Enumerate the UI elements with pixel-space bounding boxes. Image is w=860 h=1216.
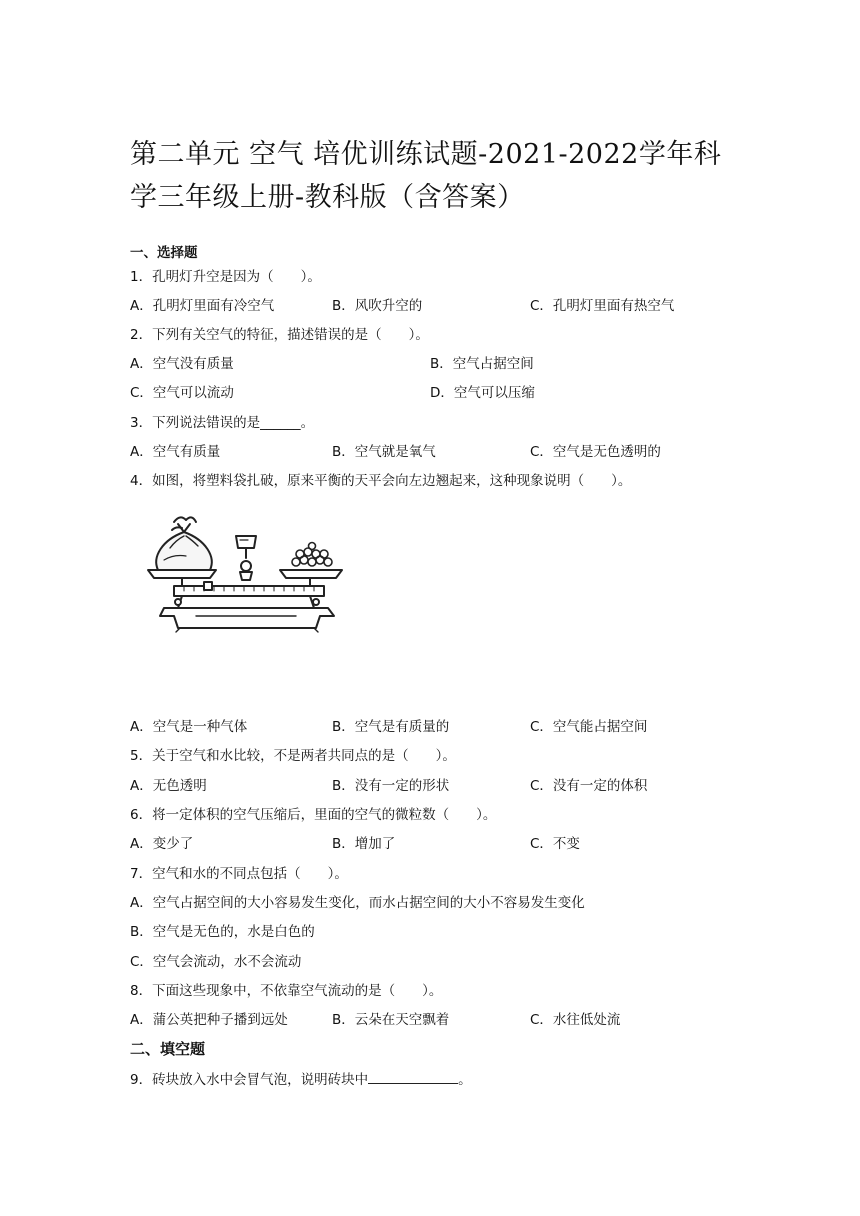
question-stem-suffix: 。 (458, 1072, 472, 1088)
option: A．空气是一种气体 (130, 719, 248, 735)
question-stem: 1．孔明灯升空是因为（ ）。 (130, 269, 321, 285)
option: A．无色透明 (130, 778, 207, 794)
option: B．空气就是氧气 (332, 444, 436, 460)
option: B．云朵在天空飘着 (332, 1012, 450, 1028)
question-stem-prefix: 9．砖块放入水中会冒气泡，说明砖块中 (130, 1072, 369, 1088)
option: A．孔明灯里面有冷空气 (130, 298, 275, 314)
question-stem: 4．如图，将塑料袋扎破，原来平衡的天平会向左边翘起来，这种现象说明（ ）。 (130, 473, 632, 489)
option: C．空气能占据空间 (530, 719, 648, 735)
question-stem: 7．空气和水的不同点包括（ ）。 (130, 866, 348, 882)
option: D．空气可以压缩 (430, 385, 535, 401)
option: B．空气是有质量的 (332, 719, 450, 735)
question-stem: 2．下列有关空气的特征，描述错误的是（ ）。 (130, 327, 429, 343)
option: C．空气是无色透明的 (530, 444, 661, 460)
option: B．风吹升空的 (332, 298, 423, 314)
question-stem-fill-blank (130, 1069, 472, 1090)
balance-scale-with-bag-icon (144, 512, 346, 634)
section-heading-fill-blank: 二、填空题 (130, 1040, 206, 1058)
option: B．没有一定的形状 (332, 778, 450, 794)
question-stem: 6．将一定体积的空气压缩后，里面的空气的微粒数（ ）。 (130, 807, 497, 823)
option: C．空气会流动，水不会流动 (130, 954, 302, 970)
question-stem: 8．下面这些现象中，不依靠空气流动的是（ ）。 (130, 983, 443, 999)
question-stem: 3．下列说法错误的是______。 (130, 415, 315, 431)
answer-blank[interactable] (368, 1069, 458, 1084)
option: C．没有一定的体积 (530, 778, 648, 794)
option: C．不变 (530, 836, 580, 852)
option: A．空气没有质量 (130, 356, 234, 372)
option: C．水往低处流 (530, 1012, 621, 1028)
page-title: 第二单元 空气 培优训练试题-2021-2022学年科学三年级上册-教科版（含答案） (130, 139, 722, 213)
option: B．空气占据空间 (430, 356, 534, 372)
option: A．空气占据空间的大小容易发生变化，而水占据空间的大小不容易发生变化 (130, 895, 585, 911)
question-stem: 5．关于空气和水比较，不是两者共同点的是（ ）。 (130, 748, 456, 764)
option: A．空气有质量 (130, 444, 221, 460)
balance-scale-figure (144, 512, 346, 634)
option: C．空气可以流动 (130, 385, 234, 401)
option: A．蒲公英把种子播到远处 (130, 1012, 288, 1028)
option: C．孔明灯里面有热空气 (530, 298, 675, 314)
option: B．空气是无色的，水是白色的 (130, 924, 315, 940)
section-heading-choice: 一、选择题 (130, 245, 198, 261)
option: A．变少了 (130, 836, 194, 852)
option: B．增加了 (332, 836, 396, 852)
